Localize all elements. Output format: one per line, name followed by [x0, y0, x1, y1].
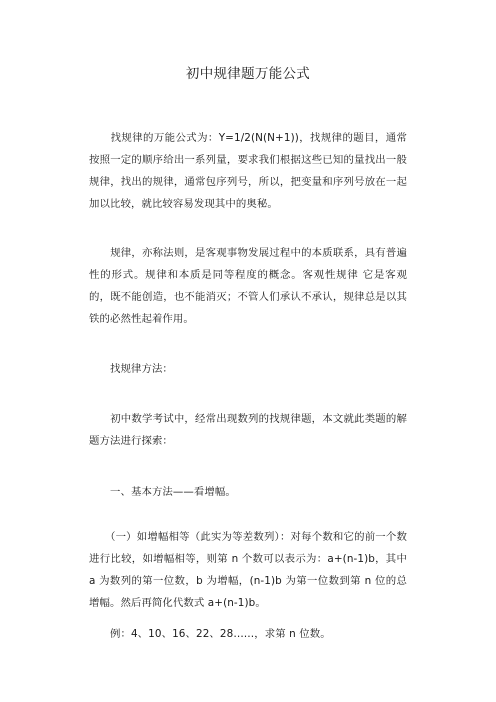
paragraph-equal-increment: （一）如增幅相等（此实为等差数列）：对每个数和它的前一个数进行比较，如增幅相等，则第 n 个数可以表示为：a+(n-1)b，其中 a 为数列的第一位数，b 为增幅，(n-1)b 为第一位数到第 n 位的总增幅。然后再简化代数式 a+(n-1)b。: [89, 531, 407, 609]
paragraph-example: 例：4、10、16、22、28……，求第 n 位数。: [89, 628, 331, 640]
paragraph-definition: 规律，亦称法则，是客观事物发展过程中的本质联系，具有普遍性的形式。规律和本质是同等程度的概念。客观性规律 它是客观的，既不能创造，也不能消灭；不管人们承认不承认，规律总是以其铁的必然性起着作用。: [89, 247, 407, 325]
paragraph-formula-intro: 找规律的万能公式为：Y=1/2(N(N+1))，找规律的题目，通常按照一定的顺序给出一系列量，要求我们根据这些已知的量找出一般规律，找出的规律，通常包序列号，所以，把变量和序列号放在一起加以比较，就比较容易发现其中的奥秘。: [89, 132, 407, 210]
paragraph-exam-intro: 初中数学考试中，经常出现数列的找规律题，本文就此类题的解题方法进行探索：: [89, 413, 407, 447]
section-heading-basic-method: 一、基本方法——看增幅。: [89, 486, 236, 498]
document-title: 初中规律题万能公式: [185, 66, 311, 82]
paragraph-method-heading: 找规律方法：: [89, 363, 173, 375]
